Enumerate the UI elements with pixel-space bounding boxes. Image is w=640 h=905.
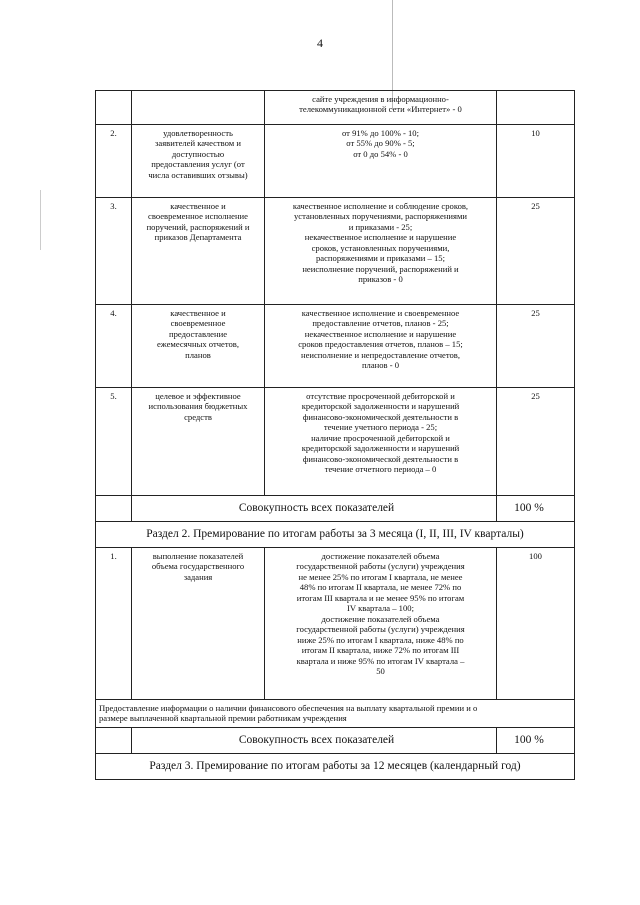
indicator-line: планов (185, 349, 211, 360)
criteria-line: предоставление отчетов, планов - 25; (312, 318, 449, 329)
total-row-2 (96, 727, 575, 753)
criteria-line: достижение показателей объема (321, 551, 440, 561)
row-number-cell: 1. (96, 548, 132, 700)
criteria-line: телекоммуникационной сети «Интернет» - 0 (299, 104, 462, 115)
indicator-cell (132, 388, 265, 496)
criteria-line: установленных поручениями, распоряжениями (293, 211, 468, 222)
indicator-line: предоставления услуг (от (151, 159, 245, 170)
indicator-line: поручений, распоряжений и (146, 221, 250, 232)
criteria-line: качественное исполнение и соблюдение сроков, (292, 201, 469, 211)
indicator-line: объема государственного (151, 561, 245, 572)
indicator-line: задания (183, 571, 213, 582)
total-row-2-label: Совокупность всех показателей (132, 727, 497, 753)
indicator-line: числа оставивших отзывы) (148, 169, 248, 180)
table-row (96, 125, 575, 198)
indicator-line: своевременное (170, 318, 226, 329)
total-row-2-value: 100 % (497, 727, 575, 753)
indicator-line: средств (184, 411, 212, 422)
table-row (96, 91, 575, 125)
points-cell: 25 (497, 305, 575, 388)
points-cell (497, 91, 575, 125)
criteria-line: не менее 25% по итогам I квартала, не менее (298, 571, 463, 582)
criteria-cell (265, 125, 497, 198)
criteria-line: сайте учреждения в информационно- (312, 94, 449, 104)
indicator-line: качественное и (170, 201, 226, 211)
indicator-line: выполнение показателей (152, 551, 244, 561)
points-cell: 25 (497, 198, 575, 305)
section-3-title: Раздел 3. Премирование по итогам работы за 12 месяцев (календарный год) (96, 753, 575, 779)
criteria-line: от 91% до 100% - 10; (342, 128, 419, 138)
criteria-line: и приказами - 25; (348, 221, 413, 232)
note-cell (96, 700, 575, 728)
criteria-line: государственной работы (услуги) учреждения (296, 561, 465, 572)
criteria-line: сроков предоставления отчетов, планов – 15; (298, 339, 463, 350)
indicator-line: ежемесячных отчетов, (156, 339, 240, 350)
criteria-line: течение учетного периода - 25; (323, 422, 438, 433)
row-number-cell: 4. (96, 305, 132, 388)
criteria-line: некачественное исполнение и нарушение (304, 232, 457, 243)
points-cell: 25 (497, 388, 575, 496)
total-row-1-value: 100 % (497, 496, 575, 522)
indicator-line: заявителей качеством и (155, 138, 241, 149)
criteria-line: от 0 до 54% - 0 (353, 148, 408, 159)
section-2-header-row (96, 522, 575, 548)
section-2-title: Раздел 2. Премирование по итогам работы за 3 месяца (I, II, III, IV кварталы) (96, 522, 575, 548)
criteria-cell (265, 91, 497, 125)
criteria-line: приказов - 0 (358, 274, 403, 285)
criteria-line: неисполнение и непредоставление отчетов, (300, 349, 461, 360)
indicator-line: использования бюджетных (148, 401, 248, 412)
table-body-section-1 (96, 91, 575, 496)
criteria-line: от 55% до 90% - 5; (346, 138, 415, 149)
indicator-line: приказов Департамента (154, 232, 242, 243)
criteria-line: кредиторской задолженности и нарушений (301, 443, 460, 454)
indicator-cell (132, 91, 265, 125)
criteria-line: IV квартала – 100; (347, 603, 414, 614)
criteria-line: 48% по итогам II квартала, не менее 72% по (299, 582, 462, 593)
criteria-line: распоряжениями и приказами – 15; (316, 253, 445, 264)
indicator-cell (132, 548, 265, 700)
criteria-line: финансово-экономической деятельности в (302, 411, 459, 422)
criteria-line: итогам II квартала, ниже 72% по итогам III (301, 645, 460, 656)
criteria-cell (265, 305, 497, 388)
criteria-line: достижение показателей объема (321, 613, 440, 624)
note-line: размере выплаченной квартальной премии работникам учреждения (99, 713, 347, 724)
row-number-cell: 5. (96, 388, 132, 496)
row-number-cell: 2. (96, 125, 132, 198)
criteria-line: государственной работы (услуги) учреждения (296, 624, 465, 635)
criteria-line: неисполнение поручений, распоряжений и (302, 263, 459, 274)
indicator-cell (132, 198, 265, 305)
criteria-line: качественное исполнение и своевременное (301, 308, 460, 318)
indicator-cell (132, 305, 265, 388)
criteria-line: 50 (376, 666, 385, 677)
table-row (96, 198, 575, 305)
table-body-section-1-total (96, 496, 575, 548)
total-row-1 (96, 496, 575, 522)
scan-edge-mark (40, 190, 41, 250)
points-cell: 10 (497, 125, 575, 198)
criteria-cell (265, 388, 497, 496)
total-row-2-num-cell (96, 727, 132, 753)
indicator-line: доступностью (171, 148, 225, 159)
points-cell: 100 (497, 548, 575, 700)
total-row-1-label: Совокупность всех показателей (132, 496, 497, 522)
indicator-line: своевременное исполнение (148, 211, 248, 222)
indicator-line: целевое и эффективное (155, 391, 241, 401)
indicator-line: качественное и (170, 308, 226, 318)
criteria-line: финансово-экономической деятельности в (302, 453, 459, 464)
section-3-header-row (96, 753, 575, 779)
table-row (96, 548, 575, 700)
indicator-cell (132, 125, 265, 198)
note-line: Предоставление информации о наличии финансового обеспечения на выплату квартальной премии и о (99, 703, 478, 713)
row-number-cell (96, 91, 132, 125)
criteria-line: планов - 0 (361, 360, 400, 371)
table-body-section-2-footer (96, 700, 575, 780)
table-row (96, 388, 575, 496)
criteria-line: кредиторской задолженности и нарушений (301, 401, 460, 412)
indicator-line: удовлетворенность (163, 128, 233, 138)
table-row (96, 305, 575, 388)
criteria-line: ниже 25% по итогам I квартала, ниже 48% по (297, 634, 464, 645)
criteria-line: квартала и ниже 95% по итогам IV квартала – (296, 655, 465, 666)
criteria-line: сроков, установленных поручениями, (311, 242, 450, 253)
indicator-line: предоставление (168, 328, 228, 339)
page-number: 4 (317, 36, 323, 50)
criteria-line: итогам III квартала и не менее 95% по итогам (296, 592, 465, 603)
criteria-line: некачественное исполнение и нарушение (304, 328, 457, 339)
total-row-1-num-cell (96, 496, 132, 522)
criteria-cell (265, 198, 497, 305)
criteria-cell (265, 548, 497, 700)
row-number-cell: 3. (96, 198, 132, 305)
criteria-line: наличие просроченной дебиторской и (311, 432, 450, 443)
note-row (96, 700, 575, 728)
criteria-table (95, 90, 575, 780)
table-body-section-2 (96, 548, 575, 700)
criteria-line: течение отчетного периода – 0 (324, 464, 437, 475)
criteria-line: отсутствие просроченной дебиторской и (306, 391, 455, 401)
